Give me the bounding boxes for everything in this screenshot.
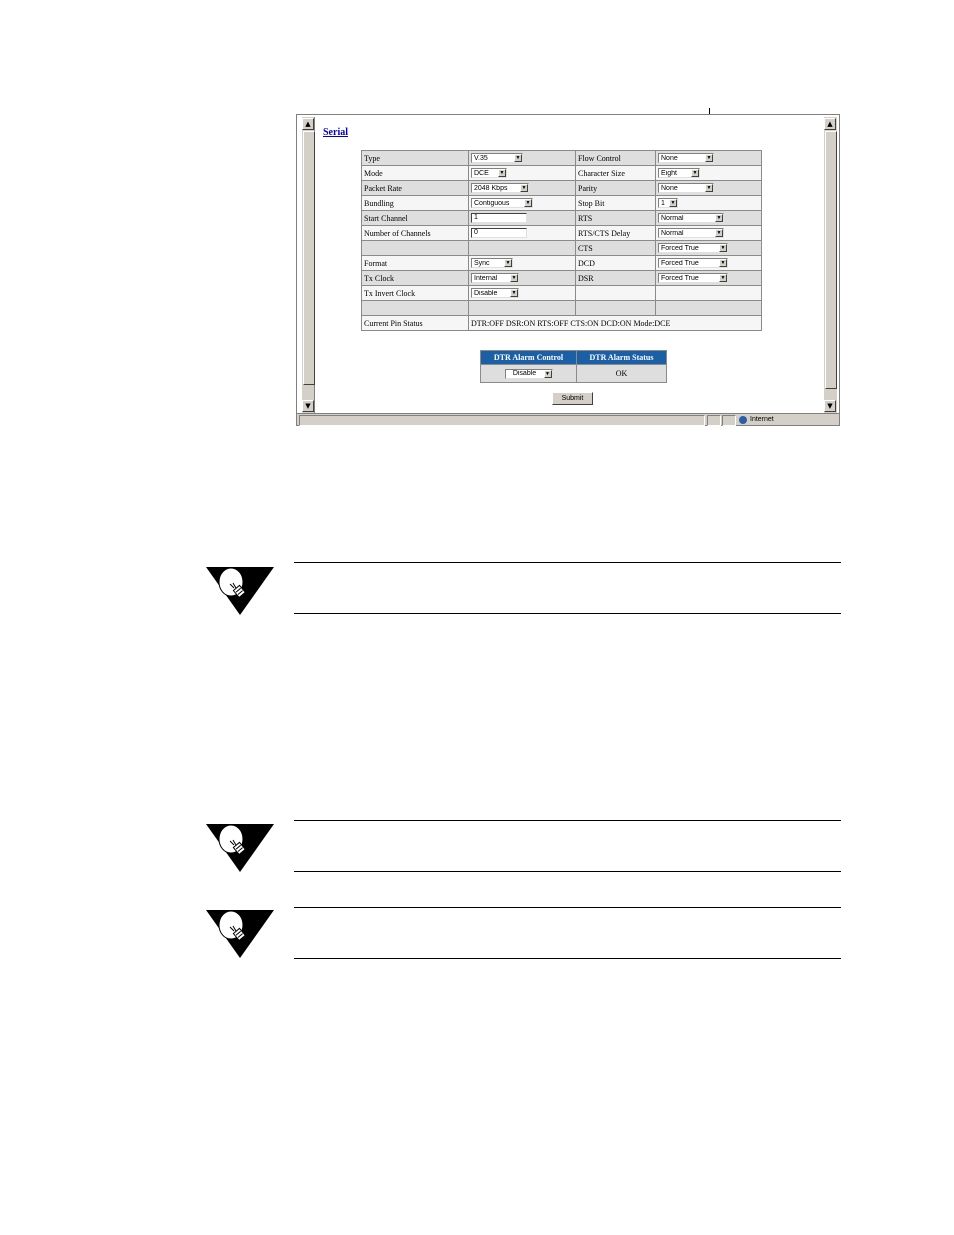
config-label: CTS [576, 241, 656, 256]
config-label: RTS [576, 211, 656, 226]
config-label: DSR [576, 271, 656, 286]
pin-status-value: DTR:OFF DSR:ON RTS:OFF CTS:ON DCD:ON Mode:DCE [469, 316, 762, 331]
note-rule-bottom [294, 613, 841, 614]
chevron-down-icon[interactable]: ▼ [716, 215, 722, 222]
chevron-down-icon[interactable]: ▼ [499, 170, 505, 177]
status-message-pane [299, 415, 705, 426]
config-value-cell [656, 151, 762, 166]
config-row [362, 226, 762, 241]
config-label [576, 301, 656, 316]
character-size-select[interactable]: Eight ▼ [658, 168, 700, 178]
note-rule-top [294, 907, 841, 908]
chevron-down-icon[interactable]: ▼ [692, 170, 698, 177]
config-value-cell [469, 301, 576, 316]
config-label: RTS/CTS Delay [576, 226, 656, 241]
browser-status-bar [297, 413, 839, 425]
note-rule-top [294, 562, 841, 563]
packet-rate-select[interactable]: 2048 Kbps ▼ [471, 183, 529, 193]
config-label: Type [362, 151, 469, 166]
start-channel-input[interactable]: 1 [471, 213, 527, 223]
config-row [362, 271, 762, 286]
globe-icon [739, 416, 747, 424]
config-value-cell [469, 256, 576, 271]
mode-select[interactable]: DCE ▼ [471, 168, 507, 178]
config-value-cell [469, 181, 576, 196]
config-value-cell [469, 151, 576, 166]
left-scrollbar[interactable] [301, 117, 315, 413]
config-label: Format [362, 256, 469, 271]
config-label: Tx Clock [362, 271, 469, 286]
config-value-cell [469, 196, 576, 211]
dtr-alarm-table [480, 350, 667, 383]
config-value-cell [656, 301, 762, 316]
config-row [362, 166, 762, 181]
dtr-alarm-control-select[interactable]: Disable ▼ [505, 369, 553, 379]
chevron-down-icon[interactable]: ▼ [670, 200, 676, 207]
type-select[interactable]: V.35 ▼ [471, 153, 523, 163]
config-label [362, 301, 469, 316]
config-value-cell [656, 211, 762, 226]
submit-button[interactable]: Submit [552, 392, 593, 405]
scroll-up-arrow-icon[interactable]: ▲ [824, 118, 836, 130]
chevron-down-icon[interactable]: ▼ [716, 230, 722, 237]
dtr-alarm-control-header: DTR Alarm Control [481, 351, 577, 365]
config-label: Bundling [362, 196, 469, 211]
right-scrollbar[interactable] [823, 117, 837, 413]
config-label: DCD [576, 256, 656, 271]
config-value-cell [656, 256, 762, 271]
config-label: Number of Channels [362, 226, 469, 241]
config-value-cell [469, 211, 576, 226]
pin-status-label: Current Pin Status [362, 316, 469, 331]
dcd-select[interactable]: Forced True ▼ [658, 258, 728, 268]
parity-select[interactable]: None ▼ [658, 183, 714, 193]
config-label [362, 241, 469, 256]
config-value-cell [469, 241, 576, 256]
config-value-cell [469, 271, 576, 286]
serial-config-table [361, 150, 762, 331]
browser-window [296, 114, 840, 426]
status-pane [707, 415, 721, 426]
tx-clock-select[interactable]: Internal ▼ [471, 273, 519, 283]
security-zone [739, 414, 774, 425]
config-value-cell [656, 166, 762, 181]
config-value-cell [469, 166, 576, 181]
scroll-down-arrow-icon[interactable]: ▼ [824, 400, 836, 412]
chevron-down-icon[interactable]: ▼ [511, 290, 517, 297]
config-value-cell [469, 286, 576, 301]
note-rule-top [294, 820, 841, 821]
config-value-cell [656, 271, 762, 286]
config-label: Mode [362, 166, 469, 181]
chevron-down-icon[interactable]: ▼ [545, 370, 550, 377]
rts-select[interactable]: Normal ▼ [658, 213, 724, 223]
chevron-down-icon[interactable]: ▼ [525, 200, 531, 207]
rts-cts-delay-select[interactable]: Normal ▼ [658, 228, 724, 238]
chevron-down-icon[interactable]: ▼ [720, 275, 726, 282]
chevron-down-icon[interactable]: ▼ [515, 155, 521, 162]
chevron-down-icon[interactable]: ▼ [706, 155, 712, 162]
config-row [362, 286, 762, 301]
config-label: Parity [576, 181, 656, 196]
bundling-select[interactable]: Contiguous ▼ [471, 198, 533, 208]
config-label: Start Channel [362, 211, 469, 226]
config-row [362, 196, 762, 211]
config-value-cell [656, 226, 762, 241]
config-row [362, 256, 762, 271]
tx-invert-clock-select[interactable]: Disable ▼ [471, 288, 519, 298]
config-label [576, 286, 656, 301]
number-of-channels-input[interactable]: 0 [471, 228, 527, 238]
note-rule-bottom [294, 871, 841, 872]
page-content [317, 115, 827, 413]
dsr-select[interactable]: Forced True ▼ [658, 273, 728, 283]
scroll-up-arrow-icon[interactable]: ▲ [302, 118, 314, 130]
config-label: Tx Invert Clock [362, 286, 469, 301]
config-value-cell [656, 196, 762, 211]
config-row [362, 151, 762, 166]
config-value-cell [469, 226, 576, 241]
pin-status-row [362, 316, 762, 331]
config-value-cell [656, 181, 762, 196]
chevron-down-icon[interactable]: ▼ [521, 185, 527, 192]
dtr-alarm-control-cell [481, 365, 577, 383]
page-title-link[interactable]: Serial [323, 127, 348, 138]
scroll-down-arrow-icon[interactable]: ▼ [302, 400, 314, 412]
dtr-alarm-status-header: DTR Alarm Status [577, 351, 667, 365]
config-row [362, 241, 762, 256]
config-row [362, 211, 762, 226]
lightbulb-note-icon [206, 563, 274, 619]
config-row [362, 181, 762, 196]
lightbulb-note-icon [206, 820, 274, 876]
format-select[interactable]: Sync ▼ [471, 258, 513, 268]
flow-control-select[interactable]: None ▼ [658, 153, 714, 163]
status-pane [722, 415, 736, 426]
dtr-alarm-status-value: OK [577, 365, 667, 383]
config-label: Packet Rate [362, 181, 469, 196]
chevron-down-icon[interactable]: ▼ [706, 185, 712, 192]
config-label: Flow Control [576, 151, 656, 166]
chevron-down-icon[interactable]: ▼ [720, 260, 726, 267]
note-rule-bottom [294, 958, 841, 959]
chevron-down-icon[interactable]: ▼ [720, 245, 726, 252]
stop-bit-select[interactable]: 1 ▼ [658, 198, 678, 208]
config-value-cell [656, 286, 762, 301]
config-label: Character Size [576, 166, 656, 181]
config-row [362, 301, 762, 316]
lightbulb-note-icon [206, 906, 274, 962]
security-zone-label: Internet [750, 416, 774, 423]
cts-select[interactable]: Forced True ▼ [658, 243, 728, 253]
config-value-cell [656, 241, 762, 256]
chevron-down-icon[interactable]: ▼ [511, 275, 517, 282]
config-label: Stop Bit [576, 196, 656, 211]
scroll-thumb[interactable] [825, 131, 837, 389]
scroll-thumb[interactable] [303, 131, 315, 385]
chevron-down-icon[interactable]: ▼ [505, 260, 511, 267]
